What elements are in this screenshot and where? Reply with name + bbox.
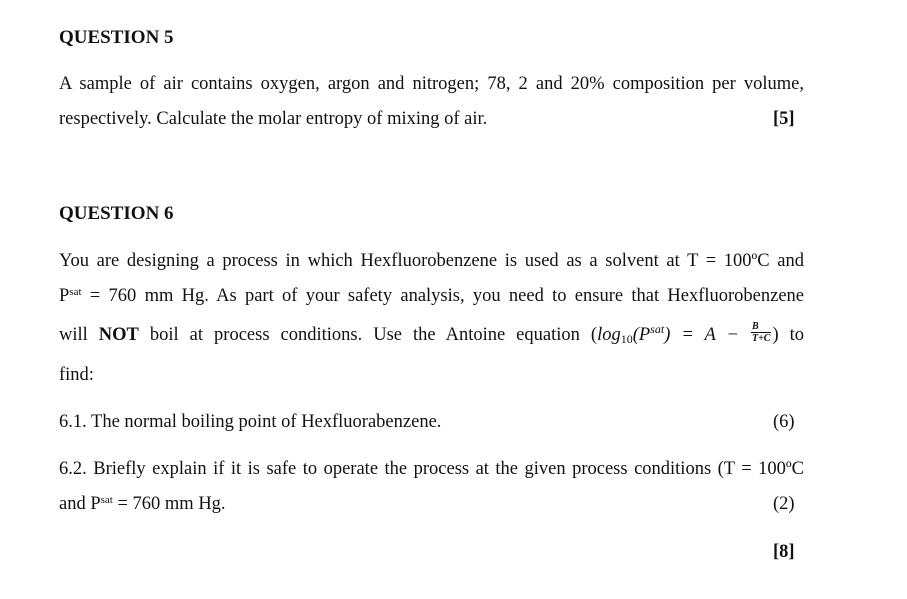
pressure-symbol: P xyxy=(59,286,70,306)
sub2-sat-superscript: sat xyxy=(100,494,113,506)
antoine-equation xyxy=(597,321,772,346)
sub2-and-p: and P xyxy=(59,494,101,514)
question-6-text-line-3 xyxy=(59,321,805,347)
eq-numerator: B xyxy=(751,321,759,332)
eq-close: ) = A − xyxy=(664,324,750,345)
question-5-marks: [5] xyxy=(773,109,795,129)
eq-sat: sat xyxy=(650,321,665,336)
question-6-text-line-1: You are designing a process in which Hexfluorobenzene is used as a solvent at T = 100ºC and xyxy=(59,251,804,271)
eq-log-base: 10 xyxy=(620,331,633,346)
eq-log: log xyxy=(597,324,621,345)
line-3-suffix: ) to xyxy=(772,324,805,345)
sub2-rest: = 760 mm Hg. xyxy=(112,494,226,514)
question-6-text-line-2 xyxy=(59,286,804,307)
eq-denominator: T+C xyxy=(751,333,771,344)
not-emphasis: NOT xyxy=(98,324,139,345)
line-3-middle: boil at process conditions. Use the Antoine equation ( xyxy=(138,324,598,345)
question-5-text-line-1: A sample of air contains oxygen, argon and nitrogen; 78, 2 and 20% composition per volume, xyxy=(59,74,804,94)
question-5-heading: QUESTION 5 xyxy=(59,27,174,48)
line-3-prefix: will xyxy=(59,324,99,345)
subquestion-6-2-line-1: 6.2. Briefly explain if it is safe to operate the process at the given process conditions (T = 100ºC xyxy=(59,459,804,479)
subquestion-6-1-marks: (6) xyxy=(773,412,795,432)
question-6-text-line-4: find: xyxy=(59,365,94,385)
subquestion-6-1: 6.1. The normal boiling point of Hexfluorabenzene. xyxy=(59,412,442,432)
question-6-text-line-2-rest: = 760 mm Hg. As part of your safety analysis, you need to ensure that Hexfluorobenzene xyxy=(81,286,804,306)
sat-superscript: sat xyxy=(69,286,82,298)
eq-open: (P xyxy=(632,324,651,345)
question-6-total-marks: [8] xyxy=(773,542,795,562)
subquestion-6-2-line-2 xyxy=(59,494,226,515)
eq-fraction xyxy=(751,321,771,344)
question-6-heading: QUESTION 6 xyxy=(59,203,174,224)
subquestion-6-2-marks: (2) xyxy=(773,494,795,514)
question-5-text-line-2: respectively. Calculate the molar entropy of mixing of air. xyxy=(59,109,488,129)
